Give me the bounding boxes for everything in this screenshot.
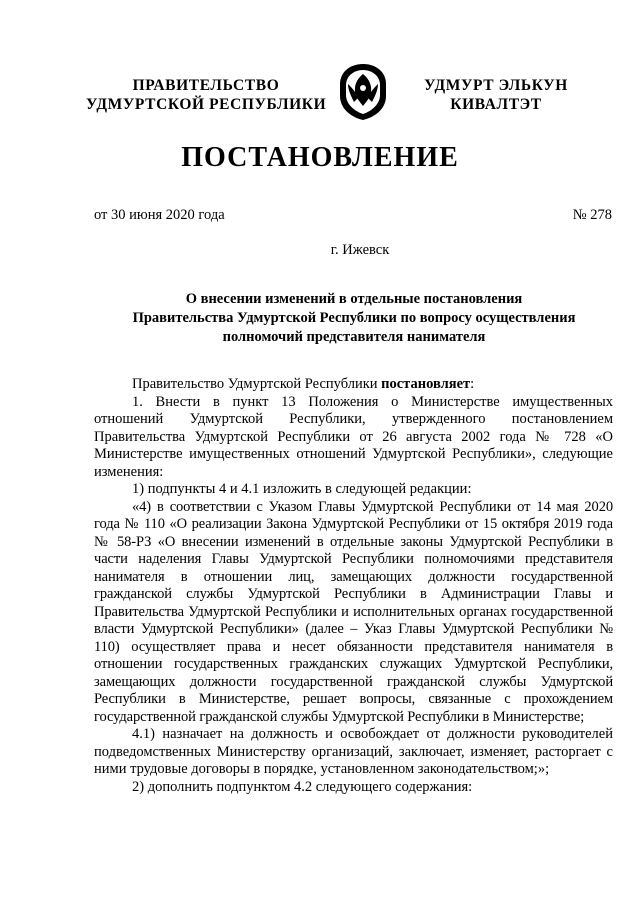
document-body (94, 376, 613, 796)
document-title: ПОСТАНОВЛЕНИЕ (181, 142, 459, 173)
intro-paragraph (94, 376, 613, 394)
document-subject (94, 290, 614, 347)
header-left-line1: ПРАВИТЕЛЬСТВО (132, 77, 280, 94)
paragraph-5: 2) дополнить подпунктом 4.2 следующего содержания: (132, 778, 473, 795)
paragraph-1: 1. Внести в пункт 13 Положения о Министерстве имущественных отношений Удмуртской Республики, утвержденного постановлением Правительства Удмуртской Республики от 26 августа 2002 года № 728 «О Министерстве имущественных отношений Удмуртской Республики», следующие изменения: (94, 393, 613, 480)
document-city: г. Ижевск (330, 242, 390, 258)
intro-text: Правительство Удмуртской Республики (132, 376, 382, 392)
udmurt-emblem-icon (336, 62, 390, 122)
intro-colon: : (470, 376, 475, 392)
header-right (406, 76, 586, 114)
document-date: от 30 июня 2020 года (94, 207, 225, 223)
subject-line1: О внесении изменений в отдельные постановления (185, 291, 523, 307)
paragraph-2: 1) подпункты 4 и 4.1 изложить в следующей редакции: (132, 481, 472, 497)
intro-decree-word: постановляет (381, 376, 471, 392)
paragraph-3: «4) в соответствии с Указом Главы Удмуртской Республики от 14 мая 2020 года № 110 «О реализации Закона Удмуртской Республики от 15 октября 2019 года № 58-РЗ «О внесении изменений в отдельные законы Удмуртской Республики в части наделения Главы Удмуртской Республики полномочиями представителя нанимателя в отношении лиц, замещающих должности государственной гражданской службы Удмуртской Республики в Администрации Главы и Правительства Удмуртской Республики и исполнительных органах государственной власти Удмуртской Республики» (далее – Указ Главы Удмуртской Республики № 110) осуществляет права и несет обязанности представителя нанимателя в отношении государственных гражданских служащих Удмуртской Республики, замещающих должности государственной гражданской службы Удмуртской Республики в Министерстве, решает вопросы, связанные с прохождением государственной гражданской службы Удмуртской Республики в Министерстве; (94, 498, 613, 725)
document-number: № 278 (572, 207, 612, 223)
header-left-line2: УДМУРТСКОЙ РЕСПУБЛИКИ (86, 96, 327, 113)
header-right-line1: УДМУРТ ЭЛЬКУН (424, 77, 568, 94)
subject-line2: Правительства Удмуртской Республики по вопросу осуществления (132, 310, 576, 326)
header-right-line2: КИВАЛТЭТ (450, 96, 542, 113)
header-left (86, 76, 326, 114)
paragraph-4: 4.1) назначает на должность и освобождает от должности руководителей подведомственных Министерству организаций, заключает, изменяет, расторгает с ними трудовые договоры в порядке, установленном законодательством;»; (94, 726, 613, 777)
subject-line3: полномочий представителя нанимателя (222, 329, 486, 345)
